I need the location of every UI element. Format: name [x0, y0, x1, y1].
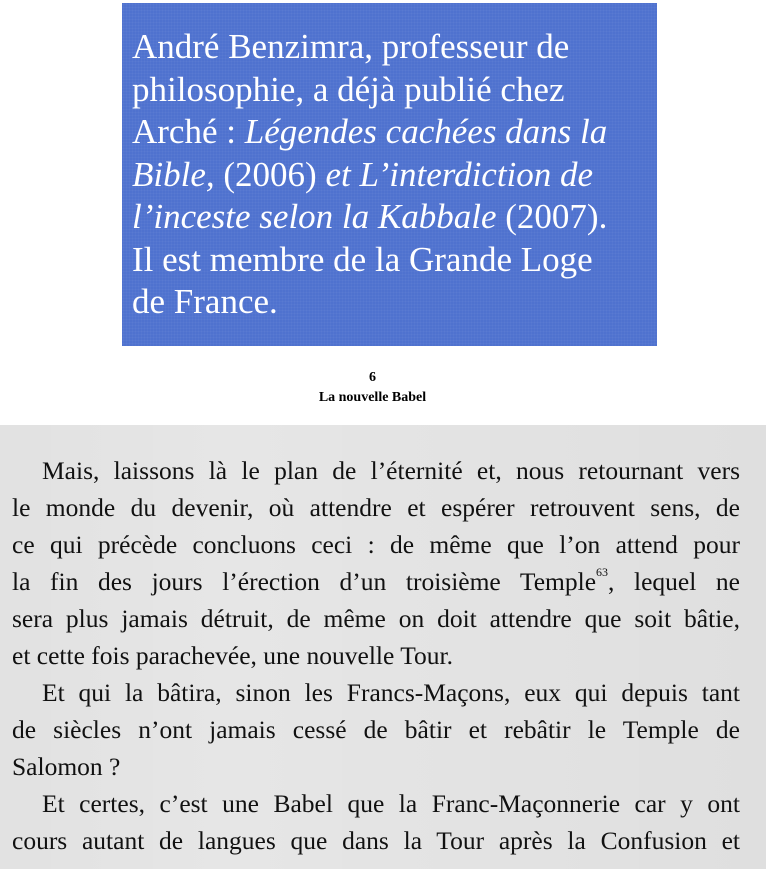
bio-book-title: Légendes cachées dans la: [244, 112, 608, 151]
author-bio-text: [132, 26, 657, 324]
bio-book-title: l’inceste selon la Kabbale: [132, 197, 497, 236]
paragraph-line: cours autant de langues que dans la Tour après la Confusion et: [12, 826, 740, 855]
paragraph-line: [12, 567, 740, 597]
paragraph-line: le monde du devenir, où attendre et espérer retrouvent sens, de: [12, 493, 740, 522]
paragraph-line: et cette fois parachevée, une nouvelle Tour.: [12, 641, 453, 670]
bio-line: [132, 154, 657, 197]
bio-text: Arché :: [132, 112, 245, 151]
paragraph-line: Mais, laissons là le plan de l’éternité et, nous retournant vers: [42, 456, 740, 485]
bio-line: André Benzimra, professeur de: [132, 27, 570, 66]
bio-text: (2007).: [496, 197, 608, 236]
paragraph-line: Salomon ?: [12, 752, 121, 781]
bio-text: (2006): [214, 154, 326, 194]
bio-book-title: et L’interdiction de: [325, 154, 594, 194]
footnote-reference: 63: [596, 565, 609, 579]
bio-line: philosophie, a déjà publié chez: [132, 69, 565, 109]
paragraph-text: , lequel ne: [608, 567, 741, 596]
bio-line: Il est membre de la Grande Loge: [132, 239, 593, 279]
bio-line: [132, 111, 657, 154]
paragraph-line: ce qui précède concluons ceci : de même que l’on attend pour: [12, 530, 740, 559]
paragraph-line: sera plus jamais détruit, de même on doit attendre que soit bâtie,: [12, 604, 740, 633]
paragraph-line: Et certes, c’est une Babel que la Franc-Maçonnerie car y ont: [42, 789, 740, 818]
bio-line: de France.: [132, 282, 278, 321]
paragraph-line: Et qui la bâtira, sinon les Francs-Maçons, eux qui depuis tant: [42, 678, 740, 707]
chapter-number: 6: [369, 370, 376, 385]
paragraph-text: la fin des jours l’érection d’un troisième Temple: [12, 567, 597, 596]
bio-book-title: Bible,: [132, 154, 215, 194]
paragraph-line: de siècles n’ont jamais cessé de bâtir et rebâtir le Temple de: [12, 715, 740, 744]
bio-line: [132, 196, 657, 239]
chapter-title: La nouvelle Babel: [318, 390, 427, 405]
